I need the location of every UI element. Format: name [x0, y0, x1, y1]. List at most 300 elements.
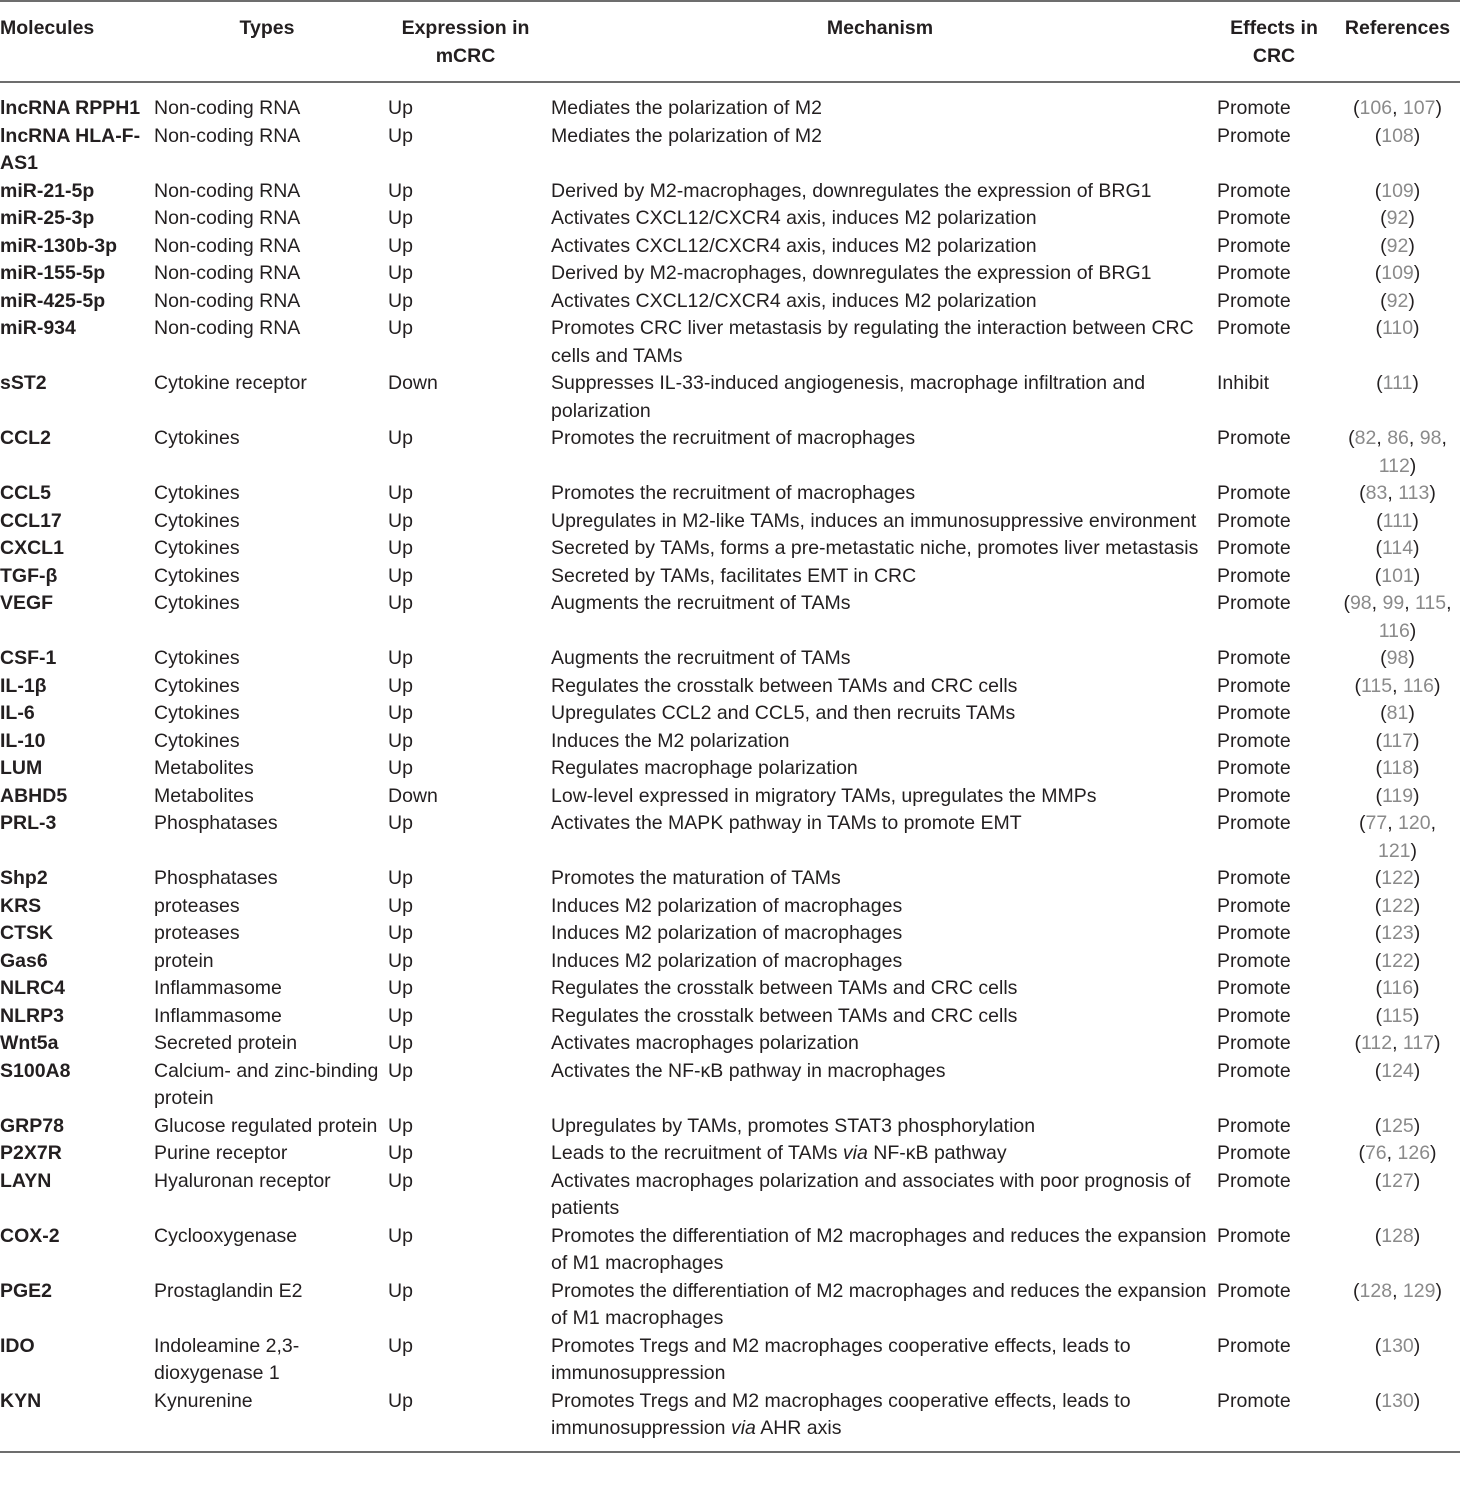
- mechanism-cell: Promotes the recruitment of macrophages: [551, 427, 916, 449]
- reference-link[interactable]: 106: [1359, 97, 1393, 119]
- table-row: [0, 563, 1460, 591]
- expression-cell: Up: [388, 207, 413, 229]
- molecule-cell: PRL-3: [0, 812, 57, 834]
- molecule-cell: IL-10: [0, 729, 46, 752]
- type-cell: Cytokines: [154, 537, 240, 559]
- effect-cell: Promote: [1217, 1279, 1291, 1302]
- effect-cell: Promote: [1217, 179, 1291, 202]
- reference-link[interactable]: 81: [1386, 702, 1409, 724]
- molecule-cell: sST2: [0, 372, 47, 394]
- type-cell: Cytokines: [154, 729, 240, 752]
- references-cell: (115, 116): [1354, 674, 1441, 697]
- molecule-cell: IL-1β: [0, 674, 47, 697]
- expression-cell: Up: [388, 1169, 413, 1192]
- header-mechanism: Mechanism: [826, 17, 934, 39]
- expression-cell: Up: [388, 262, 413, 284]
- reference-link[interactable]: 92: [1386, 289, 1409, 312]
- expression-cell: Down: [388, 784, 438, 807]
- type-cell: Inflammasome: [154, 977, 282, 999]
- expression-cell: Up: [388, 124, 413, 147]
- table-row: [0, 590, 1460, 645]
- mechanism-cell: Promotes the differentiation of M2 macrophages and reduces the expansion of M1 macrophages: [551, 1279, 1207, 1329]
- reference-link[interactable]: 99: [1382, 592, 1405, 614]
- reference-link[interactable]: 125: [1381, 1114, 1414, 1137]
- references-cell: (98, 99, 115, 116): [1343, 592, 1452, 642]
- table-row: [0, 1030, 1460, 1058]
- mechanism-cell: Suppresses IL-33-induced angiogenesis, macrophage infiltration and polarization: [551, 372, 1146, 422]
- effect-cell: Promote: [1217, 427, 1291, 449]
- reference-link[interactable]: 115: [1360, 674, 1393, 697]
- references-cell: (116): [1375, 977, 1420, 999]
- effect-cell: Promote: [1217, 1142, 1291, 1164]
- type-cell: Phosphatases: [154, 812, 278, 834]
- molecule-cell: miR-25-3p: [0, 207, 95, 229]
- table-row: [0, 370, 1460, 425]
- molecule-cell: NLRC4: [0, 977, 66, 999]
- molecule-cell: ABHD5: [0, 784, 68, 807]
- table-row: [0, 260, 1460, 288]
- mechanism-cell: Secreted by TAMs, facilitates EMT in CRC: [551, 564, 917, 587]
- effect-cell: Promote: [1217, 482, 1291, 504]
- effect-cell: Promote: [1217, 124, 1291, 147]
- table-row: [0, 123, 1460, 178]
- type-cell: Inflammasome: [154, 1004, 282, 1027]
- expression-cell: Up: [388, 1224, 413, 1247]
- expression-cell: Up: [388, 592, 413, 614]
- effect-cell: Promote: [1217, 1114, 1291, 1137]
- mechanism-cell: Induces M2 polarization of macrophages: [551, 922, 903, 944]
- reference-link[interactable]: 117: [1402, 1032, 1435, 1054]
- references-cell: (76, 126): [1358, 1142, 1437, 1164]
- effect-cell: Inhibit: [1217, 372, 1270, 394]
- mechanism-cell: Promotes the differentiation of M2 macrophages and reduces the expansion of M1 macrophages: [551, 1224, 1207, 1274]
- references-cell: (128): [1374, 1224, 1421, 1247]
- table-row: [0, 82, 1460, 123]
- table-row: [0, 1333, 1460, 1388]
- mechanism-cell: Activates CXCL12/CXCR4 axis, induces M2 polarization: [551, 207, 1037, 229]
- references-cell: (82, 86, 98, 112): [1348, 427, 1447, 477]
- references-cell: (123): [1374, 922, 1421, 944]
- table-row: [0, 755, 1460, 783]
- mechanism-cell: Derived by M2-macrophages, downregulates the expression of BRG1: [551, 179, 1152, 202]
- references-cell: (83, 113): [1359, 482, 1436, 504]
- molecule-cell: TGF-β: [0, 564, 58, 587]
- effect-cell: Promote: [1217, 867, 1291, 889]
- references-cell: (128, 129): [1353, 1279, 1442, 1302]
- molecule-cell: miR-21-5p: [0, 179, 95, 202]
- mechanism-cell: Induces the M2 polarization: [551, 729, 790, 752]
- reference-link[interactable]: 123: [1381, 922, 1414, 944]
- table-row: [0, 783, 1460, 811]
- reference-link[interactable]: 119: [1381, 784, 1414, 807]
- effect-cell: Promote: [1217, 1059, 1291, 1082]
- effect-cell: Promote: [1217, 702, 1291, 724]
- reference-link[interactable]: 116: [1378, 619, 1410, 642]
- italic-via: via: [842, 1142, 868, 1164]
- type-cell: Cyclooxygenase: [154, 1224, 298, 1247]
- type-cell: Hyaluronan receptor: [154, 1169, 331, 1192]
- effect-cell: Promote: [1217, 234, 1291, 257]
- effect-cell: Promote: [1217, 674, 1291, 697]
- reference-link[interactable]: 83: [1365, 482, 1388, 504]
- mechanism-cell: Activates the MAPK pathway in TAMs to promote EMT: [551, 812, 1022, 834]
- reference-link[interactable]: 116: [1402, 674, 1435, 697]
- effect-cell: Promote: [1217, 207, 1291, 229]
- molecule-cell: S100A8: [0, 1059, 71, 1082]
- references-cell: (98): [1380, 647, 1415, 669]
- type-cell: proteases: [154, 894, 240, 917]
- molecule-cell: Shp2: [0, 867, 48, 889]
- effect-cell: Promote: [1217, 949, 1291, 972]
- molecule-cell: miR-425-5p: [0, 289, 106, 312]
- expression-cell: Up: [388, 1032, 413, 1054]
- mechanism-cell: Activates the NF-κB pathway in macrophages: [551, 1059, 946, 1082]
- references-cell: (130): [1374, 1389, 1421, 1412]
- reference-link[interactable]: 118: [1381, 757, 1414, 779]
- expression-cell: Up: [388, 482, 413, 504]
- mechanism-cell: Upregulates by TAMs, promotes STAT3 phosphorylation: [551, 1114, 1036, 1137]
- mechanism-cell: Mediates the polarization of M2: [551, 124, 822, 147]
- type-cell: Calcium- and zinc-binding protein: [154, 1059, 379, 1109]
- table-row: [0, 1278, 1460, 1333]
- effect-cell: Promote: [1217, 317, 1291, 339]
- effect-cell: Promote: [1217, 647, 1291, 669]
- reference-link[interactable]: 124: [1381, 1059, 1414, 1082]
- reference-link[interactable]: 128: [1381, 1224, 1414, 1247]
- molecule-cell: CCL2: [0, 427, 51, 449]
- molecule-cell: miR-155-5p: [0, 262, 106, 284]
- effect-cell: Promote: [1217, 894, 1291, 917]
- type-cell: Non-coding RNA: [154, 262, 301, 284]
- table-row: [0, 700, 1460, 728]
- mechanism-cell: Regulates the crosstalk between TAMs and CRC cells: [551, 1004, 1018, 1027]
- reference-link[interactable]: 126: [1397, 1142, 1431, 1164]
- table-row: [0, 1388, 1460, 1452]
- expression-cell: Up: [388, 1142, 413, 1164]
- reference-link[interactable]: 122: [1381, 894, 1414, 917]
- effect-cell: Promote: [1217, 509, 1291, 532]
- type-cell: Metabolites: [154, 784, 254, 807]
- mechanism-cell: Activates CXCL12/CXCR4 axis, induces M2 polarization: [551, 234, 1037, 257]
- molecule-cell: CSF-1: [0, 647, 57, 669]
- table-row: [0, 975, 1460, 1003]
- table-row: [0, 1168, 1460, 1223]
- references-cell: (110): [1375, 317, 1420, 339]
- references-cell: (77, 120, 121): [1358, 812, 1436, 862]
- mechanism-cell: Upregulates in M2-like TAMs, induces an immunosuppressive environment: [551, 509, 1197, 532]
- table-row: [0, 865, 1460, 893]
- expression-cell: Up: [388, 317, 413, 339]
- reference-link[interactable]: 77: [1365, 812, 1388, 834]
- references-cell: (124): [1374, 1059, 1421, 1082]
- expression-cell: Up: [388, 729, 413, 752]
- table-row: [0, 480, 1460, 508]
- reference-link[interactable]: 113: [1398, 482, 1430, 504]
- mechanism-cell: Regulates the crosstalk between TAMs and CRC cells: [551, 977, 1018, 999]
- effect-cell: Promote: [1217, 1169, 1291, 1192]
- reference-link[interactable]: 130: [1381, 1334, 1414, 1357]
- effect-cell: Promote: [1217, 289, 1291, 312]
- expression-cell: Up: [388, 1114, 413, 1137]
- references-cell: (122): [1374, 867, 1421, 889]
- reference-link[interactable]: 92: [1386, 207, 1409, 229]
- reference-link[interactable]: 107: [1402, 97, 1436, 119]
- table-row: [0, 425, 1460, 480]
- expression-cell: Up: [388, 812, 413, 834]
- effect-cell: Promote: [1217, 1224, 1291, 1247]
- reference-link[interactable]: 112: [1360, 1032, 1393, 1054]
- type-cell: Non-coding RNA: [154, 234, 301, 257]
- reference-link[interactable]: 76: [1364, 1142, 1387, 1164]
- reference-link[interactable]: 127: [1381, 1169, 1414, 1192]
- type-cell: Non-coding RNA: [154, 124, 301, 147]
- mechanism-cell: Activates CXCL12/CXCR4 axis, induces M2 polarization: [551, 289, 1037, 312]
- mechanism-cell: Regulates macrophage polarization: [551, 757, 858, 779]
- header-references: References: [1344, 17, 1451, 39]
- molecule-cell: CXCL1: [0, 537, 64, 559]
- reference-link[interactable]: 115: [1381, 1004, 1414, 1027]
- references-cell: (101): [1374, 564, 1421, 587]
- table-row: [0, 810, 1460, 865]
- molecule-cell: LUM: [0, 757, 43, 779]
- reference-link[interactable]: 115: [1415, 592, 1447, 614]
- table-row: [0, 315, 1460, 370]
- type-cell: Non-coding RNA: [154, 97, 301, 119]
- molecule-cell: NLRP3: [0, 1004, 64, 1027]
- type-cell: Non-coding RNA: [154, 207, 301, 229]
- expression-cell: Up: [388, 674, 413, 697]
- expression-cell: Up: [388, 977, 413, 999]
- references-cell: (122): [1374, 894, 1421, 917]
- table-row: [0, 1140, 1460, 1168]
- type-cell: protein: [154, 949, 214, 972]
- expression-cell: Up: [388, 427, 413, 449]
- table-row: [0, 508, 1460, 536]
- type-cell: Cytokines: [154, 509, 240, 532]
- references-cell: (125): [1374, 1114, 1421, 1137]
- mechanism-cell: Promotes CRC liver metastasis by regulating the interaction between CRC cells and TAMs: [551, 317, 1194, 367]
- reference-link[interactable]: 86: [1387, 427, 1409, 449]
- reference-link[interactable]: 111: [1382, 372, 1413, 394]
- expression-cell: Up: [388, 1334, 413, 1357]
- type-cell: Purine receptor: [154, 1142, 288, 1164]
- molecule-cell: VEGF: [0, 592, 54, 614]
- references-cell: (117): [1375, 729, 1420, 752]
- type-cell: Cytokines: [154, 427, 240, 449]
- reference-link[interactable]: 117: [1381, 729, 1414, 752]
- reference-link[interactable]: 130: [1381, 1389, 1414, 1412]
- table-body: [0, 82, 1460, 1452]
- table-row: [0, 205, 1460, 233]
- mechanism-cell: Promotes Tregs and M2 macrophages cooperative effects, leads to immunosuppression: [551, 1334, 1131, 1384]
- type-cell: Cytokines: [154, 674, 240, 697]
- molecule-cell: LAYN: [0, 1169, 52, 1192]
- table-row: [0, 948, 1460, 976]
- type-cell: Cytokines: [154, 647, 240, 669]
- type-cell: proteases: [154, 922, 240, 944]
- table-row: [0, 920, 1460, 948]
- molecule-cell: miR-934: [0, 317, 76, 339]
- molecule-cell: KYN: [0, 1389, 42, 1412]
- molecule-cell: COX-2: [0, 1224, 60, 1247]
- molecule-cell: IDO: [0, 1334, 35, 1357]
- reference-link[interactable]: 122: [1381, 949, 1414, 972]
- molecule-cell: miR-130b-3p: [0, 234, 118, 257]
- effect-cell: Promote: [1217, 977, 1291, 999]
- effect-cell: Promote: [1217, 812, 1291, 834]
- table-row: [0, 893, 1460, 921]
- type-cell: Indoleamine 2,3-dioxygenase 1: [154, 1334, 300, 1384]
- type-cell: Glucose regulated protein: [154, 1114, 378, 1137]
- mechanism-cell: Augments the recruitment of TAMs: [551, 592, 851, 614]
- expression-cell: Up: [388, 922, 413, 944]
- mechanism-cell: Augments the recruitment of TAMs: [551, 647, 851, 669]
- mechanism-cell: Induces M2 polarization of macrophages: [551, 894, 903, 917]
- references-cell: (109): [1374, 179, 1421, 202]
- reference-link[interactable]: 111: [1382, 509, 1413, 532]
- reference-link[interactable]: 112: [1378, 454, 1410, 477]
- mechanism-cell: Promotes Tregs and M2 macrophages cooperative effects, leads to immunosuppression via AHR axis: [551, 1389, 1131, 1439]
- reference-link[interactable]: 98: [1419, 427, 1442, 449]
- mechanism-cell: Leads to the recruitment of TAMs via NF-κB pathway: [551, 1142, 1007, 1164]
- header-row: [0, 1, 1460, 82]
- reference-link[interactable]: 114: [1381, 537, 1414, 559]
- reference-link[interactable]: 110: [1381, 317, 1414, 339]
- reference-link[interactable]: 108: [1381, 124, 1414, 147]
- table-row: [0, 1223, 1460, 1278]
- references-cell: (109): [1374, 262, 1421, 284]
- type-cell: Cytokine receptor: [154, 372, 307, 394]
- table-row: [0, 288, 1460, 316]
- type-cell: Secreted protein: [154, 1032, 298, 1054]
- table-row: [0, 233, 1460, 261]
- type-cell: Kynurenine: [154, 1389, 253, 1412]
- mechanism-cell: Secreted by TAMs, forms a pre-metastatic niche, promotes liver metastasis: [551, 537, 1199, 559]
- molecule-cell: CCL5: [0, 482, 51, 504]
- mechanism-cell: Activates macrophages polarization: [551, 1032, 859, 1054]
- table-row: [0, 728, 1460, 756]
- molecule-cell: PGE2: [0, 1279, 53, 1302]
- reference-link[interactable]: 109: [1381, 262, 1414, 284]
- effect-cell: Promote: [1217, 97, 1291, 119]
- table-row: [0, 1113, 1460, 1141]
- mechanism-cell: Promotes the recruitment of macrophages: [551, 482, 916, 504]
- expression-cell: Up: [388, 702, 413, 724]
- table-header: [0, 1, 1460, 82]
- expression-cell: Up: [388, 1004, 413, 1027]
- table-row: [0, 645, 1460, 673]
- reference-link[interactable]: 121: [1377, 839, 1411, 862]
- expression-cell: Up: [388, 179, 413, 202]
- references-cell: (92): [1380, 207, 1415, 229]
- effect-cell: Promote: [1217, 1389, 1291, 1412]
- molecule-cell: lncRNA HLA-F-AS1: [0, 124, 141, 174]
- reference-link[interactable]: 101: [1381, 564, 1414, 587]
- molecule-cell: P2X7R: [0, 1142, 62, 1164]
- molecule-cell: KRS: [0, 894, 42, 917]
- type-cell: Metabolites: [154, 757, 254, 779]
- expression-cell: Up: [388, 949, 413, 972]
- header-molecules: Molecules: [0, 17, 95, 39]
- reference-link[interactable]: 98: [1386, 647, 1409, 669]
- mechanism-cell: Activates macrophages polarization and associates with poor prognosis of patients: [551, 1169, 1191, 1219]
- references-cell: (111): [1376, 372, 1419, 394]
- mechanism-cell: Regulates the crosstalk between TAMs and CRC cells: [551, 674, 1018, 697]
- table-row: [0, 1058, 1460, 1113]
- table-row: [0, 535, 1460, 563]
- reference-link[interactable]: 129: [1402, 1279, 1436, 1302]
- effect-cell: Promote: [1217, 592, 1291, 614]
- effect-cell: Promote: [1217, 784, 1291, 807]
- type-cell: Prostaglandin E2: [154, 1279, 303, 1302]
- type-cell: Non-coding RNA: [154, 317, 301, 339]
- header-types: Types: [239, 17, 295, 39]
- expression-cell: Up: [388, 1279, 413, 1302]
- expression-cell: Up: [388, 1059, 413, 1082]
- expression-cell: Up: [388, 509, 413, 532]
- type-cell: Non-coding RNA: [154, 179, 301, 202]
- references-cell: (130): [1374, 1334, 1421, 1357]
- references-cell: (111): [1376, 509, 1419, 532]
- reference-link[interactable]: 116: [1381, 977, 1414, 999]
- reference-link[interactable]: 82: [1354, 427, 1377, 449]
- expression-cell: Up: [388, 234, 413, 257]
- references-cell: (92): [1380, 289, 1415, 312]
- expression-cell: Up: [388, 564, 413, 587]
- reference-link[interactable]: 120: [1398, 812, 1431, 834]
- references-cell: (112, 117): [1354, 1032, 1441, 1054]
- references-cell: (106, 107): [1353, 97, 1442, 119]
- expression-cell: Down: [388, 372, 438, 394]
- reference-link[interactable]: 128: [1359, 1279, 1393, 1302]
- expression-cell: Up: [388, 537, 413, 559]
- expression-cell: Up: [388, 867, 413, 889]
- mechanism-cell: Derived by M2-macrophages, downregulates the expression of BRG1: [551, 262, 1152, 284]
- effect-cell: Promote: [1217, 1334, 1291, 1357]
- reference-link[interactable]: 122: [1381, 867, 1414, 889]
- references-cell: (92): [1380, 234, 1415, 257]
- mechanism-cell: Induces M2 polarization of macrophages: [551, 949, 903, 972]
- references-cell: (108): [1374, 124, 1421, 147]
- mechanism-cell: Mediates the polarization of M2: [551, 97, 822, 119]
- molecule-cell: IL-6: [0, 702, 35, 724]
- type-cell: Phosphatases: [154, 867, 278, 889]
- reference-link[interactable]: 98: [1349, 592, 1372, 614]
- expression-cell: Up: [388, 97, 413, 119]
- effect-cell: Promote: [1217, 262, 1291, 284]
- reference-link[interactable]: 109: [1381, 179, 1414, 202]
- header-expression: Expression in mCRC: [401, 17, 530, 67]
- mechanism-cell: Promotes the maturation of TAMs: [551, 867, 841, 889]
- table-row: [0, 673, 1460, 701]
- references-cell: (122): [1374, 949, 1421, 972]
- effect-cell: Promote: [1217, 1032, 1291, 1054]
- italic-via: via: [730, 1417, 756, 1439]
- effect-cell: Promote: [1217, 564, 1291, 587]
- reference-link[interactable]: 92: [1386, 234, 1409, 257]
- header-effects: Effects in CRC: [1230, 17, 1318, 67]
- expression-cell: Up: [388, 289, 413, 312]
- table-row: [0, 1003, 1460, 1031]
- effect-cell: Promote: [1217, 1004, 1291, 1027]
- molecule-cell: Gas6: [0, 949, 48, 972]
- type-cell: Non-coding RNA: [154, 289, 301, 312]
- references-cell: (119): [1375, 784, 1420, 807]
- expression-cell: Up: [388, 647, 413, 669]
- effect-cell: Promote: [1217, 922, 1291, 944]
- expression-cell: Up: [388, 894, 413, 917]
- references-cell: (81): [1380, 702, 1415, 724]
